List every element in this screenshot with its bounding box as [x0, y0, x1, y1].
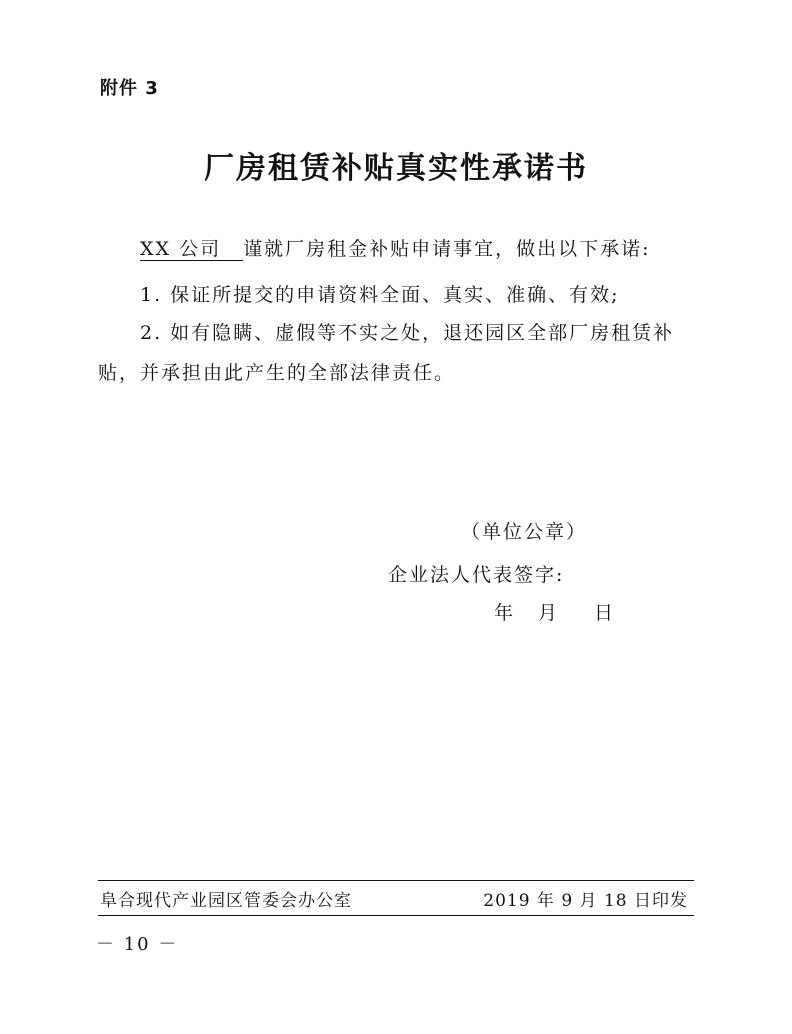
commitment-item-2-line-1: 2. 如有隐瞒、虚假等不实之处，退还园区全部厂房租赁补	[140, 322, 675, 344]
footer-bottom-rule	[98, 915, 694, 916]
representative-signature-label: 企业法人代表签字:	[388, 564, 565, 586]
footer-top-rule	[98, 880, 694, 881]
date-day-label: 日	[594, 602, 614, 624]
company-seal-label: （单位公章）	[461, 521, 588, 543]
document-title: 厂房租赁补贴真实性承诺书	[204, 151, 588, 186]
signature-date	[494, 598, 613, 625]
date-month-label: 月	[538, 602, 558, 624]
intro-text: 谨就厂房租金补贴申请事宜，做出以下承诺:	[243, 238, 651, 260]
company-name: XX 公司	[140, 238, 243, 261]
commitment-item-1: 1. 保证所提交的申请资料全面、真实、准确、有效;	[140, 284, 620, 306]
page-number: － 10 －	[96, 934, 179, 955]
attachment-label: 附件 3	[100, 78, 159, 99]
footer-issue-date: 2019 年 9 月 18 日印发	[483, 891, 688, 911]
commitment-item-2-line-2: 贴，并承担由此产生的全部法律责任。	[98, 362, 456, 384]
date-year-label: 年	[494, 602, 514, 624]
intro-paragraph	[140, 234, 651, 261]
footer-issuer: 阜合现代产业园区管委会办公室	[100, 891, 352, 911]
